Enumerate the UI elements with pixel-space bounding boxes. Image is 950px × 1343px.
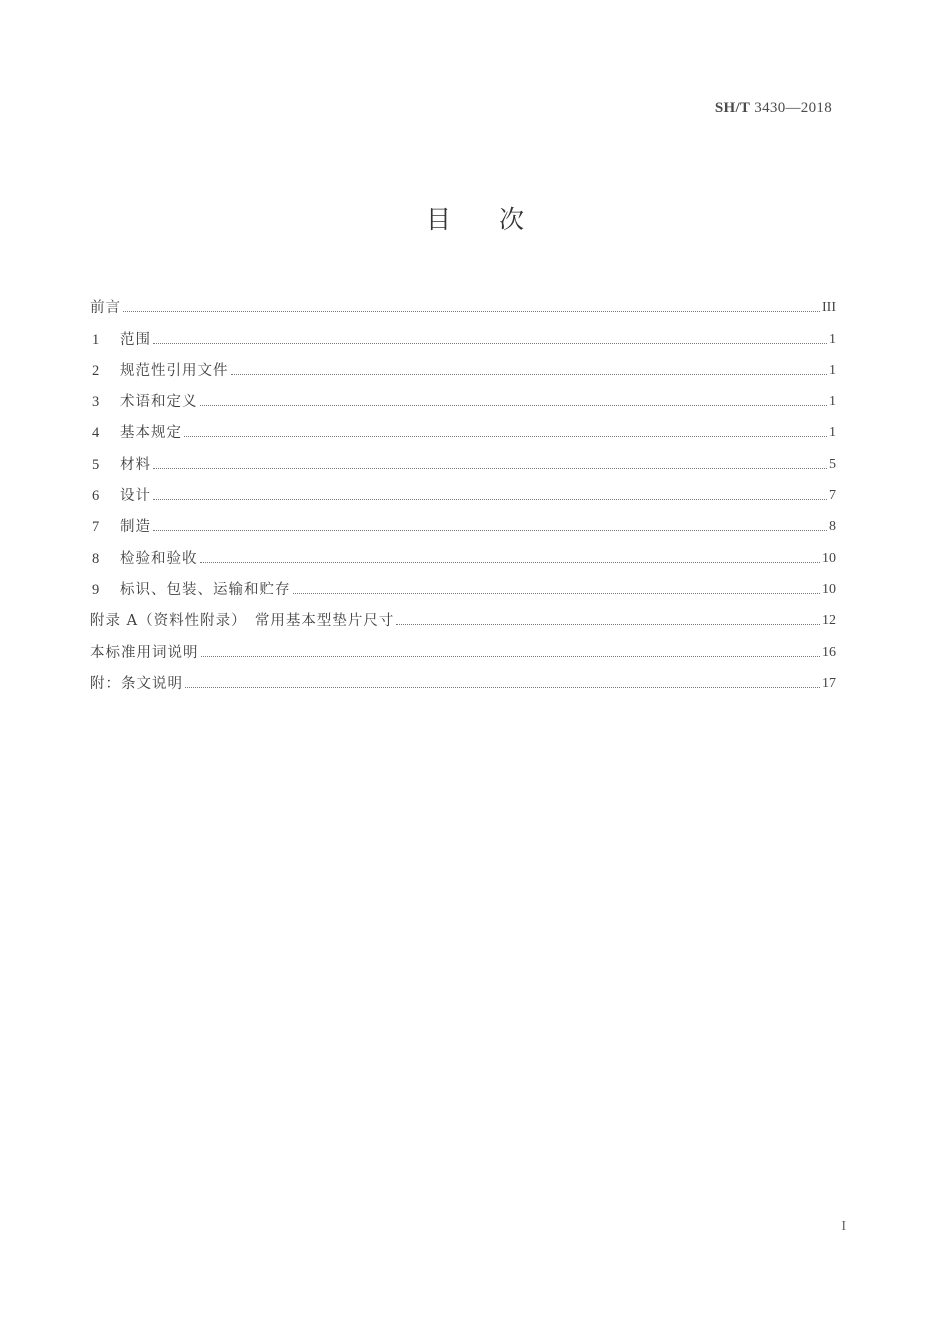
toc-entry-label: 制造 — [120, 519, 151, 536]
toc-entry-inspection[interactable] — [90, 536, 836, 567]
toc-entry-manufacturing[interactable] — [90, 505, 836, 536]
toc-entry-number: 2 — [92, 362, 100, 379]
toc-leader-dots — [184, 435, 827, 437]
toc-entry-page: 16 — [822, 644, 836, 660]
toc-entry-label: 附：条文说明 — [90, 675, 183, 692]
title-char-2: 次 — [499, 205, 525, 234]
page-title — [0, 200, 950, 236]
toc-leader-dots — [231, 373, 828, 375]
title-char-1: 目 — [425, 205, 451, 234]
table-of-contents — [90, 286, 836, 693]
page-number: I — [841, 1219, 846, 1234]
toc-entry-label: 设计 — [120, 488, 151, 505]
toc-leader-dots — [201, 655, 821, 657]
toc-entry-label: 附录 A（资料性附录） 常用基本型垫片尺寸 — [90, 613, 395, 630]
toc-entry-page: 5 — [829, 456, 836, 472]
toc-entry-page: 8 — [829, 519, 836, 535]
toc-entry-appendix-a[interactable] — [90, 599, 836, 630]
toc-leader-dots — [153, 467, 827, 469]
toc-entry-number: 6 — [92, 488, 100, 505]
toc-entry-page: 1 — [829, 362, 836, 378]
toc-entry-label: 范围 — [120, 331, 151, 348]
toc-leader-dots — [185, 686, 820, 688]
toc-entry-label: 规范性引用文件 — [120, 362, 229, 379]
toc-entry-page: 1 — [829, 425, 836, 441]
toc-leader-dots — [153, 498, 827, 500]
toc-entry-number: 7 — [92, 519, 100, 536]
toc-entry-label: 标识、包装、运输和贮存 — [120, 581, 291, 598]
toc-leader-dots — [200, 404, 828, 406]
toc-entry-label: 基本规定 — [120, 425, 182, 442]
toc-entry-page: 7 — [829, 488, 836, 504]
toc-leader-dots — [293, 592, 821, 594]
toc-entry-label: 材料 — [120, 456, 151, 473]
standard-code-number: 3430—2018 — [750, 100, 832, 116]
toc-entry-basic-requirements[interactable] — [90, 411, 836, 442]
toc-entry-label: 本标准用词说明 — [90, 644, 199, 661]
toc-entry-page: 1 — [829, 394, 836, 410]
toc-entry-normative-references[interactable] — [90, 349, 836, 380]
toc-entry-page: III — [822, 300, 836, 316]
toc-entry-wording-explanation[interactable] — [90, 630, 836, 661]
toc-leader-dots — [396, 623, 820, 625]
toc-entry-number: 8 — [92, 550, 100, 567]
toc-entry-materials[interactable] — [90, 442, 836, 473]
toc-entry-page: 12 — [822, 613, 836, 629]
toc-entry-page: 1 — [829, 331, 836, 347]
toc-entry-design[interactable] — [90, 474, 836, 505]
toc-entry-label: 前言 — [90, 300, 121, 317]
toc-entry-number: 1 — [92, 331, 100, 348]
toc-entry-label: 检验和验收 — [120, 550, 198, 567]
toc-entry-clause-explanation[interactable] — [90, 662, 836, 693]
toc-leader-dots — [200, 561, 821, 563]
toc-leader-dots — [153, 342, 827, 344]
toc-entry-number: 3 — [92, 394, 100, 411]
toc-entry-label: 术语和定义 — [120, 394, 198, 411]
standard-code-prefix: SH/T — [714, 100, 751, 116]
toc-entry-marking-packaging[interactable] — [90, 568, 836, 599]
toc-entry-page: 17 — [822, 675, 836, 691]
toc-entry-number: 4 — [92, 425, 100, 442]
toc-entry-number: 9 — [92, 581, 100, 598]
toc-leader-dots — [153, 529, 827, 531]
toc-leader-dots — [123, 310, 820, 312]
toc-entry-scope[interactable] — [90, 317, 836, 348]
toc-entry-terms[interactable] — [90, 380, 836, 411]
standard-code — [715, 100, 832, 117]
toc-entry-page: 10 — [822, 550, 836, 566]
toc-entry-number: 5 — [92, 456, 100, 473]
toc-entry-page: 10 — [822, 581, 836, 597]
toc-entry-foreword[interactable] — [90, 286, 836, 317]
